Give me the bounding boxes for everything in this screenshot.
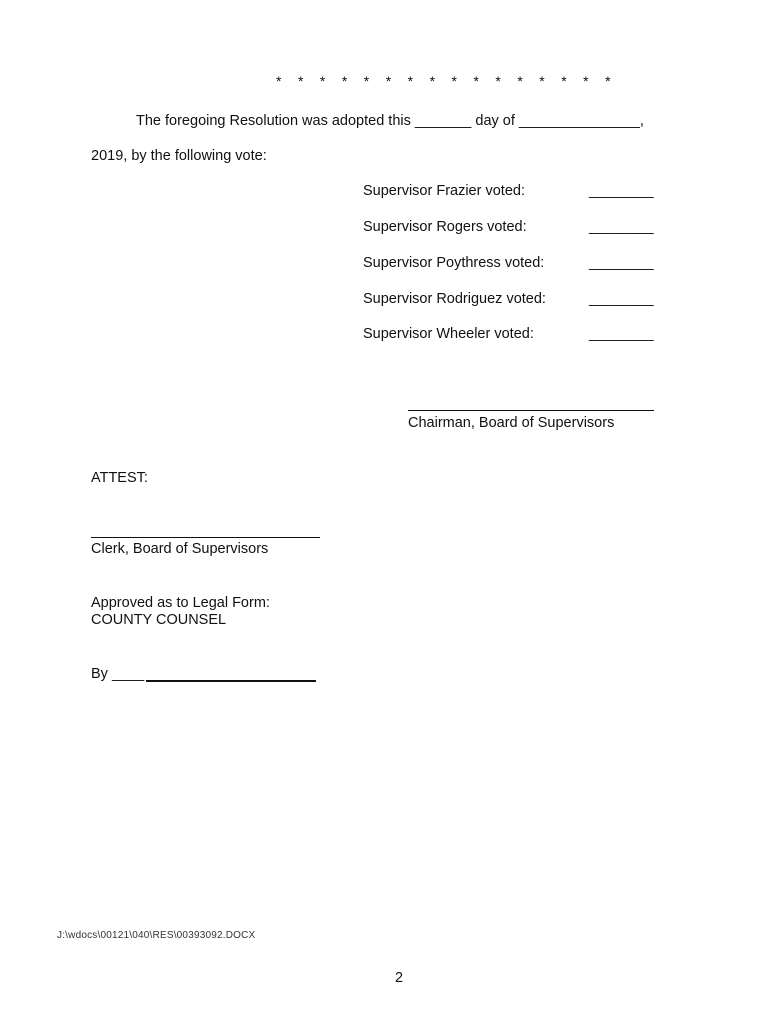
vote-blank-rogers: ________ [589,219,654,235]
chairman-signature-line [408,410,654,411]
by-label: By ____ [91,666,145,682]
clerk-signature-line [91,537,320,538]
vote-blank-rodriguez: ________ [589,291,654,307]
vote-label-rodriguez: Supervisor Rodriguez voted: [363,291,546,307]
page-number: 2 [395,970,404,986]
vote-blank-poythress: ________ [589,255,654,271]
approved-label: Approved as to Legal Form: [91,595,270,611]
vote-blank-wheeler: ________ [589,326,654,342]
vote-label-poythress: Supervisor Poythress voted: [363,255,545,271]
vote-intro: 2019, by the following vote: [91,148,267,164]
vote-label-rogers: Supervisor Rogers voted: [363,219,527,235]
separator-stars: * * * * * * * * * * * * * * * * [276,73,617,89]
county-counsel-label: COUNTY COUNSEL [91,612,227,628]
by-signature-line [146,680,316,682]
clerk-label: Clerk, Board of Supervisors [91,541,269,557]
adoption-sentence: The foregoing Resolution was adopted this _______ day of _______________, [136,113,644,129]
attest-label: ATTEST: [91,470,148,486]
vote-label-wheeler: Supervisor Wheeler voted: [363,326,534,342]
vote-label-frazier: Supervisor Frazier voted: [363,183,525,199]
file-path-footer: J:\wdocs\00121\040\RES\00393092.DOCX [57,930,256,941]
chairman-label: Chairman, Board of Supervisors [408,415,615,431]
vote-blank-frazier: ________ [589,183,654,199]
